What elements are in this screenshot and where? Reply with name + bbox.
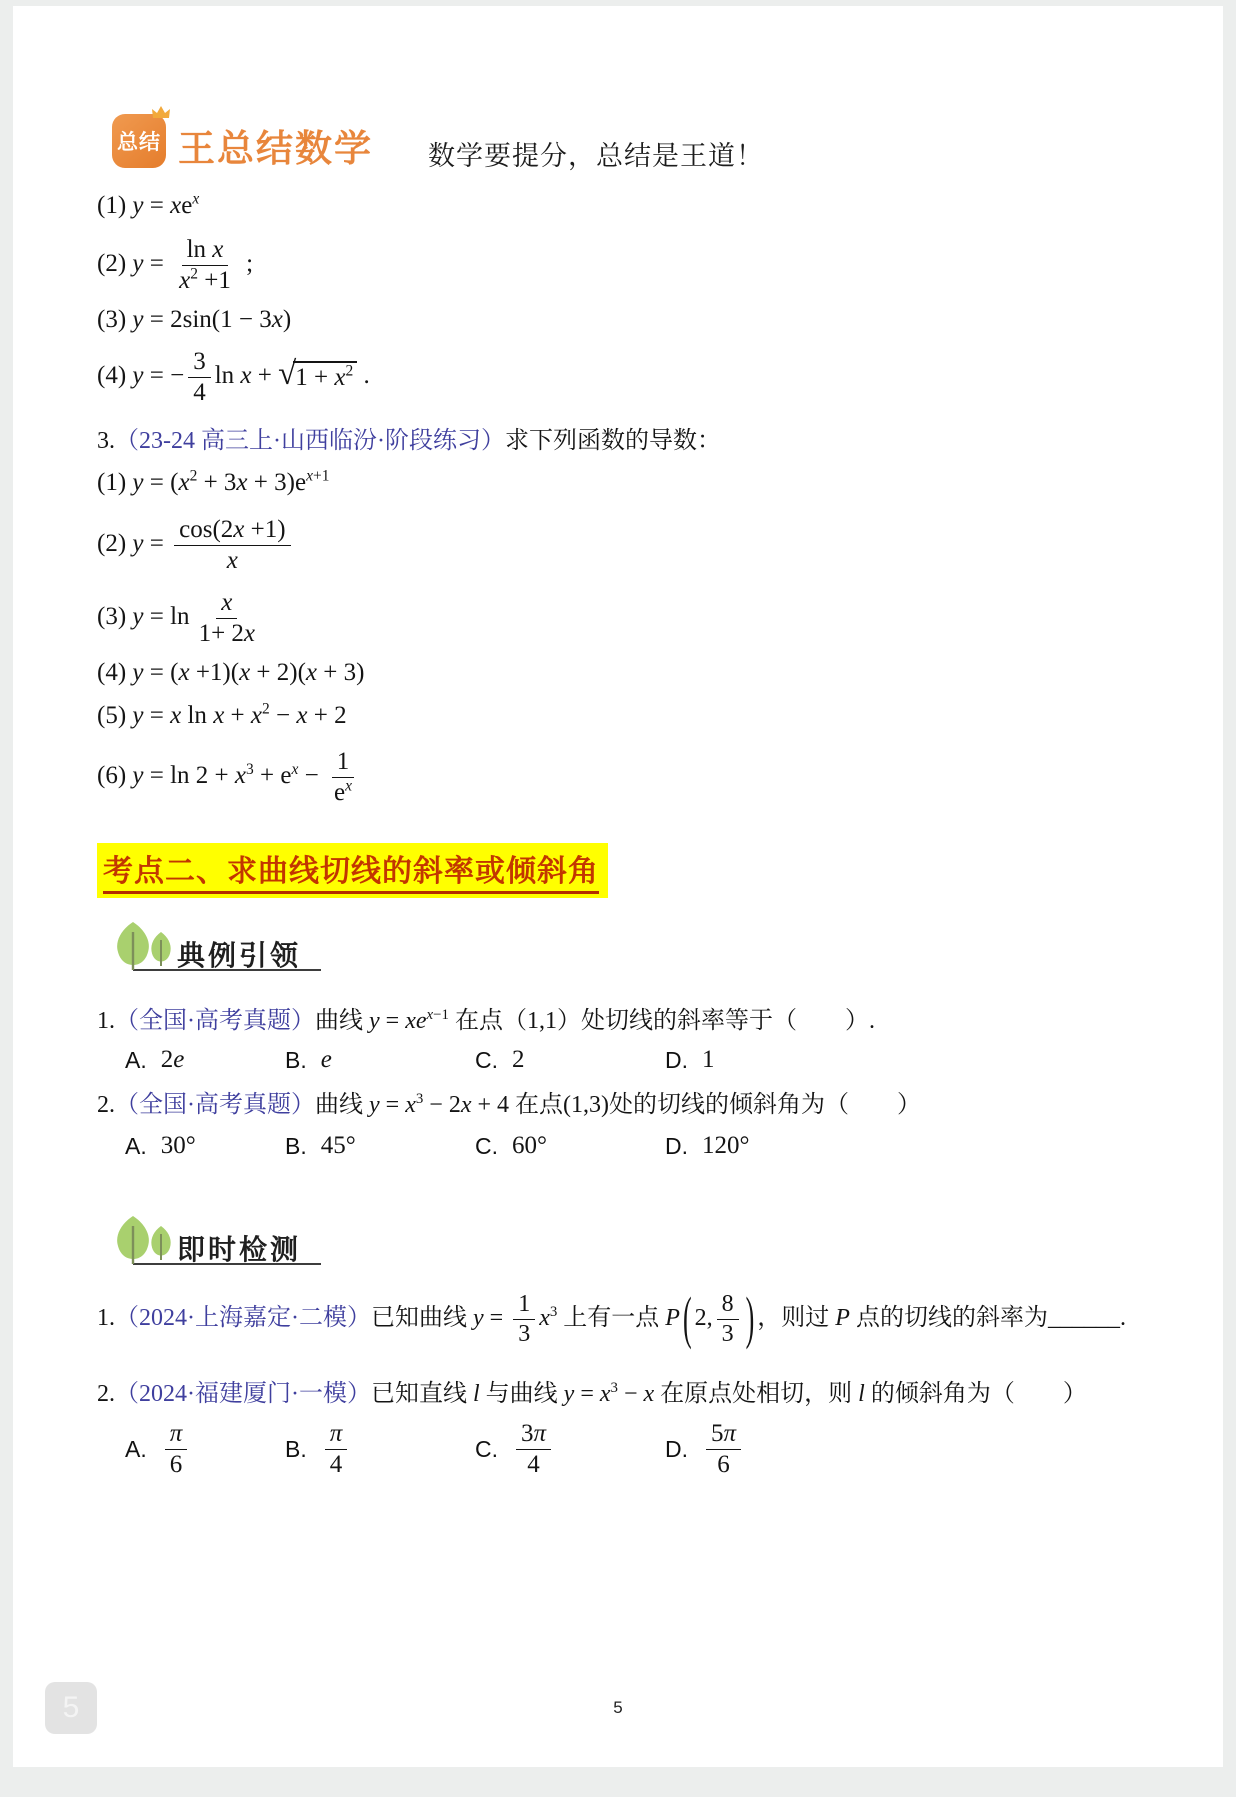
option-letter: C. bbox=[475, 1046, 498, 1073]
option-value: $\frac{3\pi}{4}$ bbox=[512, 1420, 555, 1479]
section-title bbox=[97, 843, 608, 898]
brand-logo-icon bbox=[112, 114, 166, 168]
option-item bbox=[125, 1130, 196, 1162]
formula-math: (3) y = ln $\frac{x}{1+ 2x}$ bbox=[97, 588, 256, 647]
formula-math: (2) y = $\frac{\text{ln x}}{x^2 +1}$ ; bbox=[97, 235, 254, 294]
option-item bbox=[475, 1420, 555, 1478]
option-value: 120° bbox=[702, 1132, 750, 1159]
option-letter: B. bbox=[285, 1132, 307, 1159]
options-row bbox=[97, 1420, 1177, 1478]
question-stem-text: 2.（全国·高考真题）曲线 $y = x^3 - 2x + 4$ 在点(1,3)处的切线的倾斜角为（ ） bbox=[97, 1090, 922, 1118]
formula-math: (6) $y = \ln 2 + x^3 + e^x$ − $\frac{1}{e^x}$ bbox=[97, 748, 361, 807]
question-stem-text: 2.（2024·福建厦门·一模）已知直线 l 与曲线 $y = x^3 - x$ 在原点处相切，则 l 的倾斜角为（ ） bbox=[97, 1379, 1087, 1407]
formula-line bbox=[97, 346, 370, 408]
option-item bbox=[665, 1044, 715, 1076]
formula-math: (2) y = $\frac{\cos(2x +1)}{x}$ bbox=[97, 516, 295, 575]
question-stem bbox=[97, 1000, 875, 1034]
question-stem-text: 1.（2024·上海嘉定·二模）已知曲线 y = $\frac{1}{3}$ $x^3$ 上有一点 P ( 2, $\frac{8}{3}$ ) ，则过 P 点的切线的斜率为______. bbox=[97, 1285, 1126, 1351]
option-item bbox=[125, 1420, 191, 1478]
brand-logo-text: 王总结数学 bbox=[178, 128, 373, 169]
options-row bbox=[97, 1044, 1177, 1076]
question-stem bbox=[97, 1082, 921, 1120]
page-number: 5 bbox=[613, 1698, 623, 1717]
option-letter: B. bbox=[285, 1046, 307, 1073]
option-value: $\frac{\pi}{4}$ bbox=[321, 1420, 352, 1479]
option-value: e bbox=[320, 1046, 332, 1073]
option-letter: A. bbox=[125, 1046, 147, 1073]
problem3-heading bbox=[97, 420, 721, 454]
option-item bbox=[125, 1044, 184, 1076]
option-letter: A. bbox=[125, 1132, 147, 1159]
question-stem bbox=[97, 1372, 1087, 1408]
option-value: 2 bbox=[512, 1046, 525, 1073]
formula-line bbox=[97, 463, 329, 503]
option-item bbox=[285, 1130, 356, 1162]
option-item bbox=[665, 1130, 750, 1162]
formula-math: (5) y = x $\ln x + x^2 - x + 2$ bbox=[97, 700, 347, 729]
formula-line bbox=[97, 656, 364, 690]
option-letter: D. bbox=[665, 1046, 688, 1073]
tagline: 数学要提分，总结是王道！ bbox=[428, 141, 764, 171]
question-stem-text: 1.（全国·高考真题）曲线 $y = xe^{x-1}$ 在点（1,1）处切线的斜率等于（ ）. bbox=[97, 1006, 875, 1034]
badge-label: 即时检测 bbox=[177, 1234, 302, 1265]
option-item bbox=[285, 1420, 351, 1478]
option-item bbox=[475, 1044, 525, 1076]
formula-math: (4) y = (x +1)(x + 2)(x + 3) bbox=[97, 659, 365, 686]
formula-line bbox=[97, 236, 253, 294]
brand-logo-badge-text: 总结 bbox=[117, 131, 161, 154]
option-letter: C. bbox=[475, 1132, 498, 1159]
badge-label: 典例引领 bbox=[177, 940, 302, 971]
option-value: $\frac{5\pi}{6}$ bbox=[702, 1420, 745, 1479]
problem3-heading-text: 3.（23-24 高三上·山西临汾·阶段练习）求下列函数的导数： bbox=[97, 427, 721, 454]
section-title-text: 考点二、求曲线切线的斜率或倾斜角 bbox=[103, 846, 599, 894]
formula-math: (1) $y = (x^2 + 3x + 3)e^{x+1}$ bbox=[97, 467, 330, 496]
option-value: $\frac{\pi}{6}$ bbox=[161, 1420, 192, 1479]
formula-math: (3) y = 2sin(1 − 3x) bbox=[97, 306, 292, 333]
formula-line bbox=[97, 746, 361, 808]
page-thumbnail-label: 5 bbox=[62, 1691, 80, 1724]
option-letter: A. bbox=[125, 1435, 147, 1462]
option-value: 45° bbox=[320, 1132, 356, 1159]
formula-math: (4) y = − $\frac{3}{4}$ ln x + √ $1 + x^2$ . bbox=[97, 347, 370, 406]
option-letter: D. bbox=[665, 1435, 688, 1462]
option-item bbox=[285, 1044, 332, 1076]
option-value: 1 bbox=[702, 1046, 715, 1073]
formula-line bbox=[97, 304, 291, 336]
option-value: 2e bbox=[160, 1046, 185, 1073]
option-value: 60° bbox=[512, 1132, 547, 1159]
crown-icon bbox=[151, 105, 171, 119]
example-badge bbox=[103, 920, 328, 984]
option-item bbox=[665, 1420, 745, 1478]
formula-line bbox=[97, 588, 264, 648]
test-badge bbox=[103, 1214, 328, 1278]
option-letter: D. bbox=[665, 1132, 688, 1159]
formula-math: (1) $y = xe^x$ bbox=[97, 190, 200, 219]
formula-line bbox=[97, 699, 347, 733]
formula-line bbox=[97, 516, 295, 574]
options-row bbox=[97, 1130, 1177, 1162]
option-item bbox=[475, 1130, 547, 1162]
option-letter: B. bbox=[285, 1435, 307, 1462]
question-stem bbox=[97, 1283, 1126, 1355]
option-letter: C. bbox=[475, 1435, 498, 1462]
option-value: 30° bbox=[160, 1132, 196, 1159]
formula-line bbox=[97, 190, 199, 222]
